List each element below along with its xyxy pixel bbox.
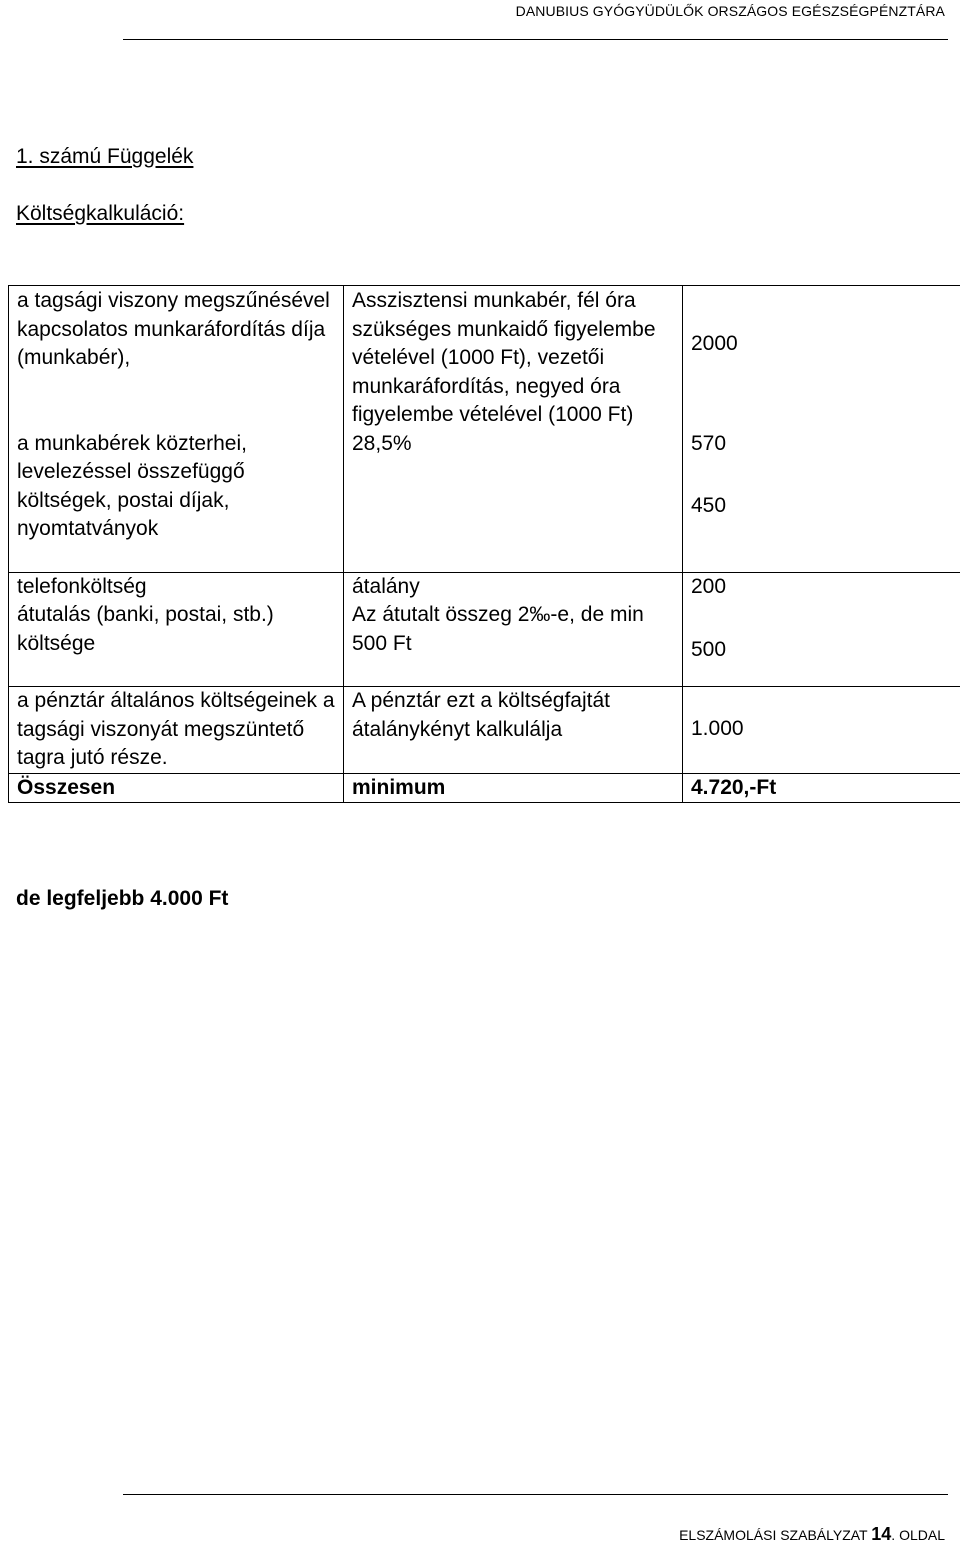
header-rule (123, 39, 948, 40)
table-row (9, 286, 960, 430)
page-number: 14 (871, 1524, 892, 1544)
page-footer (0, 1490, 960, 1550)
amount-cell: 200 (683, 572, 960, 601)
table-row (9, 430, 960, 459)
table-row (9, 572, 960, 601)
basis-cell: A pénztár ezt a költségfajtát átalánykényt kalkulálja (344, 687, 683, 774)
basis-cell: Asszisztensi munkabér, fél óra szükséges munkaidő figyelembe vételével (1000 Ft), vezetői munkaráfordítás, negyed óra figyelembe vételével (1000 Ft) (344, 286, 683, 430)
basis-cell: Az átutalt összeg 2‰-e, de min 500 Ft (344, 601, 683, 687)
amount-cell: 2000 (683, 286, 960, 430)
basis-cell (344, 458, 683, 572)
item-cell: a munkabérek közterhei, (9, 430, 344, 459)
calculation-title: Költségkalkuláció: (16, 202, 185, 225)
table-row (9, 601, 960, 687)
footer-label (679, 1524, 945, 1545)
item-cell: telefonköltség (9, 572, 344, 601)
item-cell: a tagsági viszony megszűnésével kapcsolatos munkaráfordítás díja (munkabér), (9, 286, 344, 430)
footer-document-title: ELSZÁMOLÁSI SZABÁLYZAT (679, 1527, 868, 1543)
item-cell: átutalás (banki, postai, stb.) költsége (9, 601, 344, 687)
item-cell: levelezéssel összefüggő költségek, postai díjak, nyomtatványok (9, 458, 344, 572)
total-row (9, 773, 960, 803)
basis-cell: átalány (344, 572, 683, 601)
amount-cell: 1.000 (683, 687, 960, 774)
table-row (9, 458, 960, 572)
table-row (9, 687, 960, 774)
header-title: DANUBIUS GYÓGYÜDÜLŐK ORSZÁGOS EGÉSZSÉGPÉNZTÁRA (515, 3, 945, 19)
amount-cell: 570 (683, 430, 960, 459)
total-amount: 4.720,-Ft (683, 773, 960, 803)
cost-calculation-table (8, 285, 960, 803)
footer-rule (123, 1494, 948, 1495)
page-header (0, 0, 960, 44)
page-suffix: . OLDAL (891, 1527, 945, 1543)
item-cell: a pénztár általános költségeinek a tagsági viszonyát megszüntető tagra jutó része. (9, 687, 344, 774)
appendix-title: 1. számú Függelék (16, 145, 194, 168)
total-basis: minimum (344, 773, 683, 803)
basis-cell: 28,5% (344, 430, 683, 459)
maximum-note: de legfeljebb 4.000 Ft (16, 887, 229, 910)
amount-cell: 500 (683, 601, 960, 687)
total-label: Összesen (9, 773, 344, 803)
amount-cell: 450 (683, 458, 960, 572)
